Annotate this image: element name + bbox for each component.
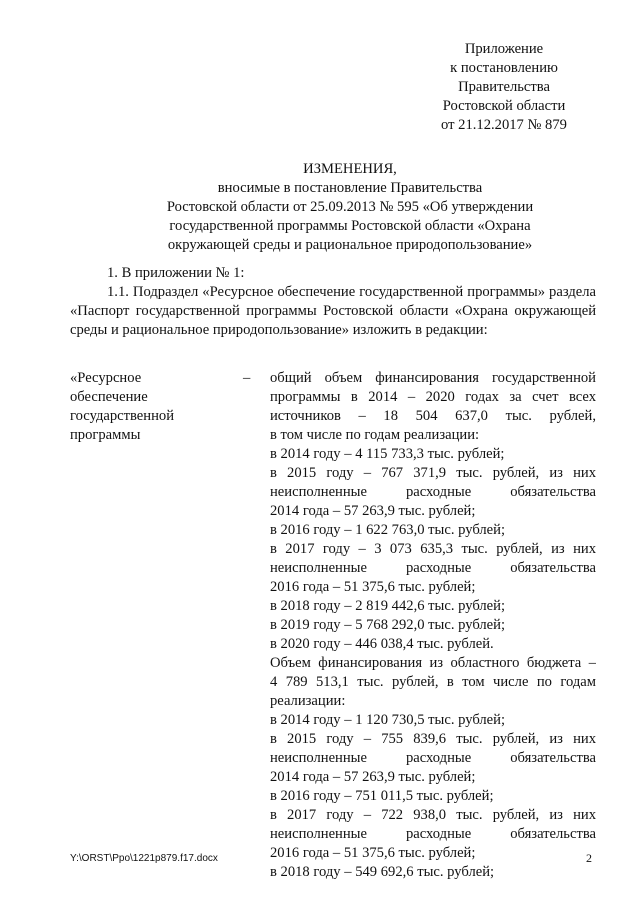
appendix-line: от 21.12.2017 № 879 — [441, 117, 567, 133]
heading-line: вносимые в постановление Правительства — [217, 180, 483, 196]
passport-value-line: в 2020 году – 446 038,4 тыс. рублей. — [270, 636, 494, 652]
passport-value-line: в 2017 году – 722 938,0 тыс. рублей, из них — [270, 807, 596, 823]
heading-line: Ростовской области от 25.09.2013 № 595 «Об утверждении — [166, 199, 534, 215]
passport-dash: – — [243, 370, 251, 386]
item-1-1-paragraph: 1.1. Подраздел «Ресурсное обеспечение государственной программы» раздела «Паспорт государственной программы Ростовской области «Охрана окружающей среды и рациональное природопользование» изложить в редакции: — [70, 284, 596, 338]
passport-value-line: Объем финансирования из областного бюджета – — [270, 655, 596, 671]
passport-label-line: государственной — [70, 408, 175, 424]
passport-value-line: в 2016 году – 751 011,5 тыс. рублей; — [270, 788, 494, 804]
passport-value-line: неисполненные расходные обязательства — [270, 826, 596, 842]
passport-value-line: источников – 18 504 637,0 тыс. рублей, — [270, 408, 596, 424]
intro-section — [70, 264, 596, 340]
passport-value-line: в 2017 году – 3 073 635,3 тыс. рублей, из них — [270, 541, 596, 557]
appendix-header — [400, 40, 608, 135]
passport-value-line: программы в 2014 – 2020 годах за счет всех — [270, 389, 596, 405]
item-1-paragraph: 1. В приложении № 1: — [107, 265, 245, 281]
passport-value-line: в 2018 году – 549 692,6 тыс. рублей; — [270, 864, 495, 880]
passport-label-line: программы — [70, 427, 141, 443]
passport-value-line: в 2014 году – 4 115 733,3 тыс. рублей; — [270, 446, 505, 462]
passport-value-line: неисполненные расходные обязательства — [270, 750, 596, 766]
passport-value-line: в 2019 году – 5 768 292,0 тыс. рублей; — [270, 617, 506, 633]
document-heading — [70, 160, 630, 255]
passport-label-line: обеспечение — [70, 389, 148, 405]
passport-value-line: 2014 года – 57 263,9 тыс. рублей; — [270, 769, 476, 785]
heading-line: государственной программы Ростовской области «Охрана — [169, 218, 531, 234]
appendix-line: к постановлению — [450, 60, 558, 76]
footer-page-number: 2 — [586, 851, 592, 865]
appendix-line: Приложение — [464, 41, 544, 57]
passport-value-line: 4 789 513,1 тыс. рублей, в том числе по годам — [270, 674, 596, 690]
passport-value-line: 2016 года – 51 375,6 тыс. рублей; — [270, 579, 476, 595]
passport-value-line: 2014 года – 57 263,9 тыс. рублей; — [270, 503, 476, 519]
passport-value-line: неисполненные расходные обязательства — [270, 560, 596, 576]
passport-value-line: в 2016 году – 1 622 763,0 тыс. рублей; — [270, 522, 506, 538]
heading-line: окружающей среды и рациональное природопользование» — [167, 237, 533, 253]
passport-value-line: в 2014 году – 1 120 730,5 тыс. рублей; — [270, 712, 506, 728]
footer-file-path: Y:\ORST\Ppo\1221p879.f17.docx — [70, 853, 218, 864]
passport-value-line: в 2015 году – 767 371,9 тыс. рублей, из них — [270, 465, 596, 481]
appendix-line: Ростовской области — [442, 98, 566, 114]
heading-title: ИЗМЕНЕНИЯ, — [303, 161, 397, 177]
passport-value-line: реализации: — [270, 693, 346, 709]
passport-value-line: общий объем финансирования государственной — [270, 370, 596, 386]
passport-row-value — [270, 369, 596, 882]
passport-value-line: в 2018 году – 2 819 442,6 тыс. рублей; — [270, 598, 506, 614]
passport-label-line: «Ресурсное — [70, 370, 142, 386]
passport-value-line: в том числе по годам реализации: — [270, 427, 480, 443]
passport-value-line: 2016 года – 51 375,6 тыс. рублей; — [270, 845, 476, 861]
passport-value-line: неисполненные расходные обязательства — [270, 484, 596, 500]
appendix-line: Правительства — [458, 79, 550, 95]
passport-row-label — [70, 369, 230, 445]
passport-value-line: в 2015 году – 755 839,6 тыс. рублей, из них — [270, 731, 596, 747]
